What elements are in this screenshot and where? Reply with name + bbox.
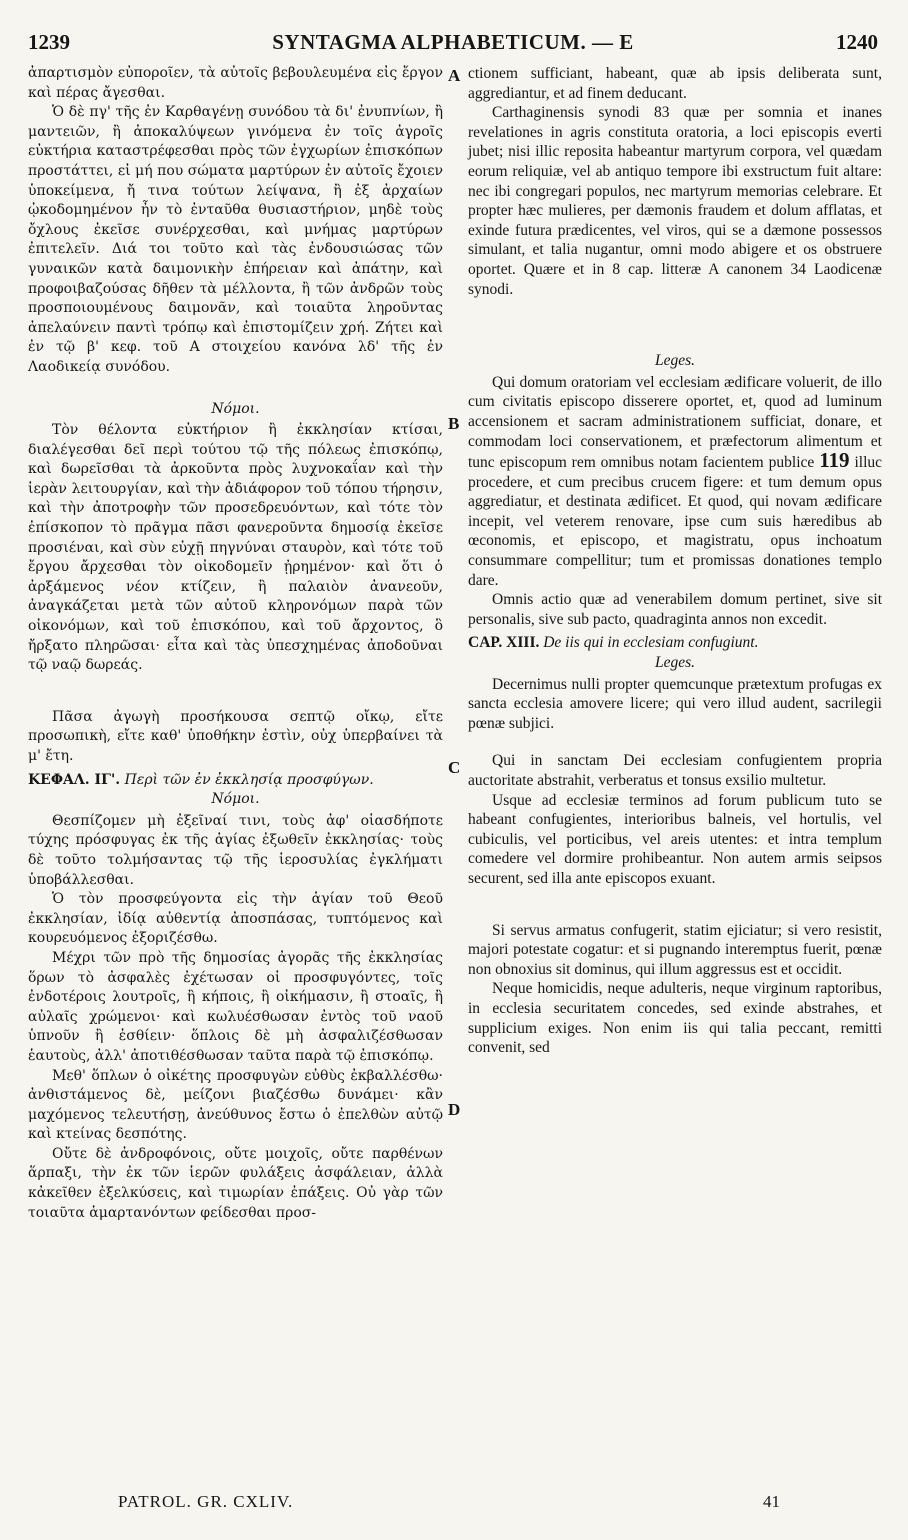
column-number-left: 1239 <box>28 30 70 54</box>
greek-paragraph: Μεθ' ὅπλων ὁ οἰκέτης προσφυγὼν εὐθὺς ἐκβαλλέσθω· ἀνθιστάμενος δὲ, μείζονι βιαζέσθω δυνάμει· κἂν μαχόμενος τελευτήσῃ, ἀνεύθυνος ἔστω ὁ ἐπελθὼν αὐτῷ καὶ κτείνας δεσπότης. <box>28 1067 443 1143</box>
margin-letter-b: B <box>448 414 460 433</box>
latin-paragraph: Neque homicidis, neque adulteris, neque virginum raptoribus, in ecclesia securitatem concedes, sed exinde abstrahes, et supplicium exiges. Non enim iis qui talia peccant, remitti convenit, sed <box>468 980 882 1057</box>
greek-paragraph: Θεσπίζομεν μὴ ἐξεῖναί τινι, τοὺς ἀφ' οἱασδήποτε τύχης πρόσφυγας ἐκ τῆς ἁγίας ἐξωθεῖν ἐκκλησίας· τοὺς δὲ τοῦτο τολμήσαντας τῷ τῆς ἱεροσυλίας ἐγκλήματι ὑποβάλλεσθαι. <box>28 812 443 888</box>
column-number-right: 1240 <box>836 30 878 54</box>
greek-column <box>28 64 443 1223</box>
latin-paragraph: Decernimus nulli propter quemcunque prætextum profugas ex sancta ecclesia amovere licere; qui vero illud audent, sacrilegii pœnæ subjici. <box>468 675 882 732</box>
greek-paragraph: Τὸν θέλοντα εὐκτήριον ἢ ἐκκλησίαν κτίσαι, διαλέγεσθαι δεῖ περὶ τούτου τῷ τῆς πόλεως ἐπισκόπῳ, καὶ δωρεῖσθαι τὰ ἀρκοῦντα πρὸς λυχνοκαΐαν καὶ τὴν ἱερὰν λειτουργίαν, καὶ τὴν ἀδιάφορον τοῦ τόπου τήρησιν, καὶ τὴν ἀποτροφὴν τῶν προσεδρευόντων, καὶ τότε τὸν ἐπίσκοπον τὸ πρᾶγμα πᾶσι φανεροῦντα δημοσίᾳ ἐκεῖσε προσιέναι, καὶ σὺν εὐχῇ πηγνύναι σταυρὸν, καὶ τότε τοῦ ἔργου ἄρχεσθαι τὸν οἰκοδομεῖν ᾐρημένον· καὶ ὅτι ὁ ἀρξάμενος νέον κτίζειν, ἢ παλαιὸν ἀνανεοῦν, ἀναγκάζεται μετὰ τῶν αὐτοῦ κληρονόμων παρὰ τῶν οἰκονόμων, καὶ τοῦ ἐπισκόπου, καὶ τοῦ ἄρχοντος, ὃ ἤρξατο πληρῶσαι· εἶτα καὶ τὰς ὑπεσχημένας ἀποδοῦναι τῷ ναῷ δωρεάς. <box>28 422 443 674</box>
footer-number: 41 <box>763 1492 780 1511</box>
chapter-number: ΚΕΦΑΛ. ΙΓ'. <box>28 771 121 788</box>
latin-paragraph: Usque ad ecclesiæ terminos ad forum publicum tuto se habeant confugientes, interioribus balneis, vel hortulis, vel cubiculis, vel porticibus, vel areis utentes: et intra templum comedere vel dormire prohibeantur. Non autem armis seipsos securent, sed illa ante episcopos exuant. <box>468 791 882 887</box>
chapter-number: CAP. XIII. <box>468 634 540 652</box>
section-heading: Leges. <box>654 352 696 370</box>
latin-paragraph: Qui in sanctam Dei ecclesiam confugientem propria auctoritate abstrahit, verberatus et tonsus exsilio multetur. <box>468 752 882 789</box>
running-title: SYNTAGMA ALPHABETICUM. — E <box>272 30 634 54</box>
latin-column <box>468 64 882 1058</box>
chapter-title: Περὶ τῶν ἐν ἐκκλησίᾳ προσφύγων. <box>124 771 374 788</box>
greek-paragraph: Ὁ δὲ πγ' τῆς ἐν Καρθαγένῃ συνόδου τὰ δι' ἐνυπνίων, ἢ μαντειῶν, ἢ ἀποκαλύψεων γινόμενα ἐν τοῖς ἀγροῖς εὐκτήρια καταστρέφεσθαι πρὸς τῶν ἐγχωρίων ἐπισκόπων προστάττει, εἰ μή που σώματα μαρτύρων ἐν αὐτοῖς ἔχοιεν ὑποκείμενα, ἤ τινα τούτων λείψανα, ἢ ἐξ ἀρχαίων ᾠκοδομημένον ἦν τὸ ἐνταῦθα θυσιαστήριον, μηδὲ τοὺς ὄχλους ἐκεῖσε συνέρχεσθαι, καὶ μνήμας μαρτύρων ἐπιτελεῖν. Διά τοι τοῦτο καὶ τὰς ἐνδουσιώσας τῶν γυναικῶν κατὰ δαιμονικὴν ἐπήρειαν καὶ ἀπάτην, καὶ προφοιβαζούσας δῆθεν τὰ μέλλοντα, ἢ τῶν ἀνδρῶν τοὺς προσποιουμένους δαιμονᾶν, καὶ τοιαῦτα ληροῦντας ἀπελαύνειν παντὶ τρόπῳ καὶ ἐπιστομίζειν χρή. Ζήτει καὶ ἐν τῷ β' κεφ. τοῦ Α στοιχείου κανόνα λδ' τῆς ἐν Λαοδικείᾳ συνόδου. <box>28 104 443 375</box>
greek-paragraph: Πᾶσα ἀγωγὴ προσήκουσα σεπτῷ οἴκῳ, εἴτε προσωπικὴ, εἴτε καθ' ὑποθήκην ἐστὶν, οὐχ ὑπερβαίνει τὰ μ' ἔτη. <box>28 708 443 764</box>
chapter-heading <box>28 771 443 791</box>
margin-letter-a: A <box>448 66 461 85</box>
section-heading: Νόμοι. <box>211 791 260 808</box>
latin-paragraph: Carthaginensis synodi 83 quæ per somnia et inanes revelationes in agris constituta oratoria, a loci episcopis everti jubet; nisi illic reposita habeantur martyrum corpora, vel quædam eorum reliquiæ, vel ab antiquo tempore ibi exstructum fuit altare: nec ibi congregari populos, nec martyrum memorias celebrare. Et propter hæc mulieres, per dæmonis fraudem et dolum afflatas, et exinde futura prædicentes, vel viros, qui se a dæmone possessos simulant, et talia nugantur, omni modo abigere et os obstruere oportet. Quære et in 8 cap. litteræ A canonem 34 Laodicenæ synodi. <box>468 104 882 298</box>
page-header <box>28 30 878 60</box>
latin-paragraph: Omnis actio quæ ad venerabilem domum pertinet, sive sit personalis, sive sub pacto, quadraginta annos non excedit. <box>468 591 882 628</box>
latin-paragraph: Qui domum oratoriam vel ecclesiam ædificare voluerit, de illo cum civitatis episcopo disserere oportet, et, quod ad luminum accensionem et sacram administrationem sufficiat, donare, et commodam loci conservationem, et præfectorum alimentum et tunc episcopum rem omnibus notam facientem publice 119 illuc procedere, et cum precibus crucem figere: et tum demum opus aggrediatur, et destinata ædificet. Et quod, qui novam ædificare incepit, vel veterem renovare, ipse cum suis hæredibus ab œconomis, et episcopo, et magistratu, opus inchoatum consummare compellitur; tum et promissas donationes templo dare. <box>468 373 883 589</box>
margin-letter-c: C <box>448 758 461 777</box>
chapter-title: De iis qui in ecclesiam confugiunt. <box>543 634 759 652</box>
section-heading: Leges. <box>654 654 696 672</box>
section-heading: Νόμοι. <box>211 400 260 417</box>
greek-paragraph: ἀπαρτισμὸν εὐποροῖεν, τὰ αὐτοῖς βεβουλευμένα εἰς ἔργον καὶ πέρας ἄγεσθαι. <box>28 65 443 101</box>
chapter-heading <box>468 633 882 653</box>
footer-signature: PATROL. GR. CXLIV. <box>118 1492 294 1511</box>
greek-paragraph: Οὔτε δὲ ἀνδροφόνοις, οὔτε μοιχοῖς, οὔτε παρθένων ἅρπαξι, τὴν ἐκ τῶν ἱερῶν φυλάξεις ἀσφάλειαν, ἀλλὰ κἀκεῖθεν ἐξελκύσεις, καὶ τιμωρίαν ἐπάξεις. Οὐ γὰρ τῶν τοιαῦτα ἁμαρτανόντων φείδεσθαι προσ- <box>28 1145 443 1221</box>
greek-paragraph: Ὁ τὸν προσφεύγοντα εἰς τὴν ἁγίαν τοῦ Θεοῦ ἐκκλησίαν, ἰδίᾳ αὐθεντίᾳ ἀποσπάσας, τυπτόμενος καὶ κουρευόμενος ἐξοριζέσθω. <box>28 891 443 947</box>
page-number-inline: 119 <box>819 448 850 473</box>
latin-paragraph: Si servus armatus confugerit, statim ejiciatur; si vero resistit, majori potestate cogatur: et si pugnando interemptus fuerit, pœnæ non obnoxius sit dominus, qui illum aggressus est et occidit. <box>468 921 882 978</box>
greek-paragraph: Μέχρι τῶν πρὸ τῆς δημοσίας ἀγορᾶς τῆς ἐκκλησίας ὅρων τὸ ἀσφαλὲς ἐχέτωσαν οἱ προσφυγόντες, τοῖς ἐνδοτέροις λουτροῖς, ἢ κήποις, ἢ οἰκήμασιν, ἢ στοαῖς, ἢ αὐλαῖς χρώμενοι· καὶ κωλυέσθωσαν ἐντὸς τοῦ ναοῦ ὑπνοῦν ἢ ἐσθίειν· ὅπλοις δὲ μὴ ἀσφαλιζέσθωσαν ἑαυτοὺς, ἀλλ' ἀποτιθέσθωσαν ταῦτα παρὰ τῷ ἐπισκόπῳ. <box>28 949 443 1064</box>
margin-letter-d: D <box>448 1100 461 1119</box>
latin-paragraph: ctionem sufficiant, habeant, quæ ab ipsis deliberata sunt, aggrediantur, et ad finem deducant. <box>468 65 882 102</box>
